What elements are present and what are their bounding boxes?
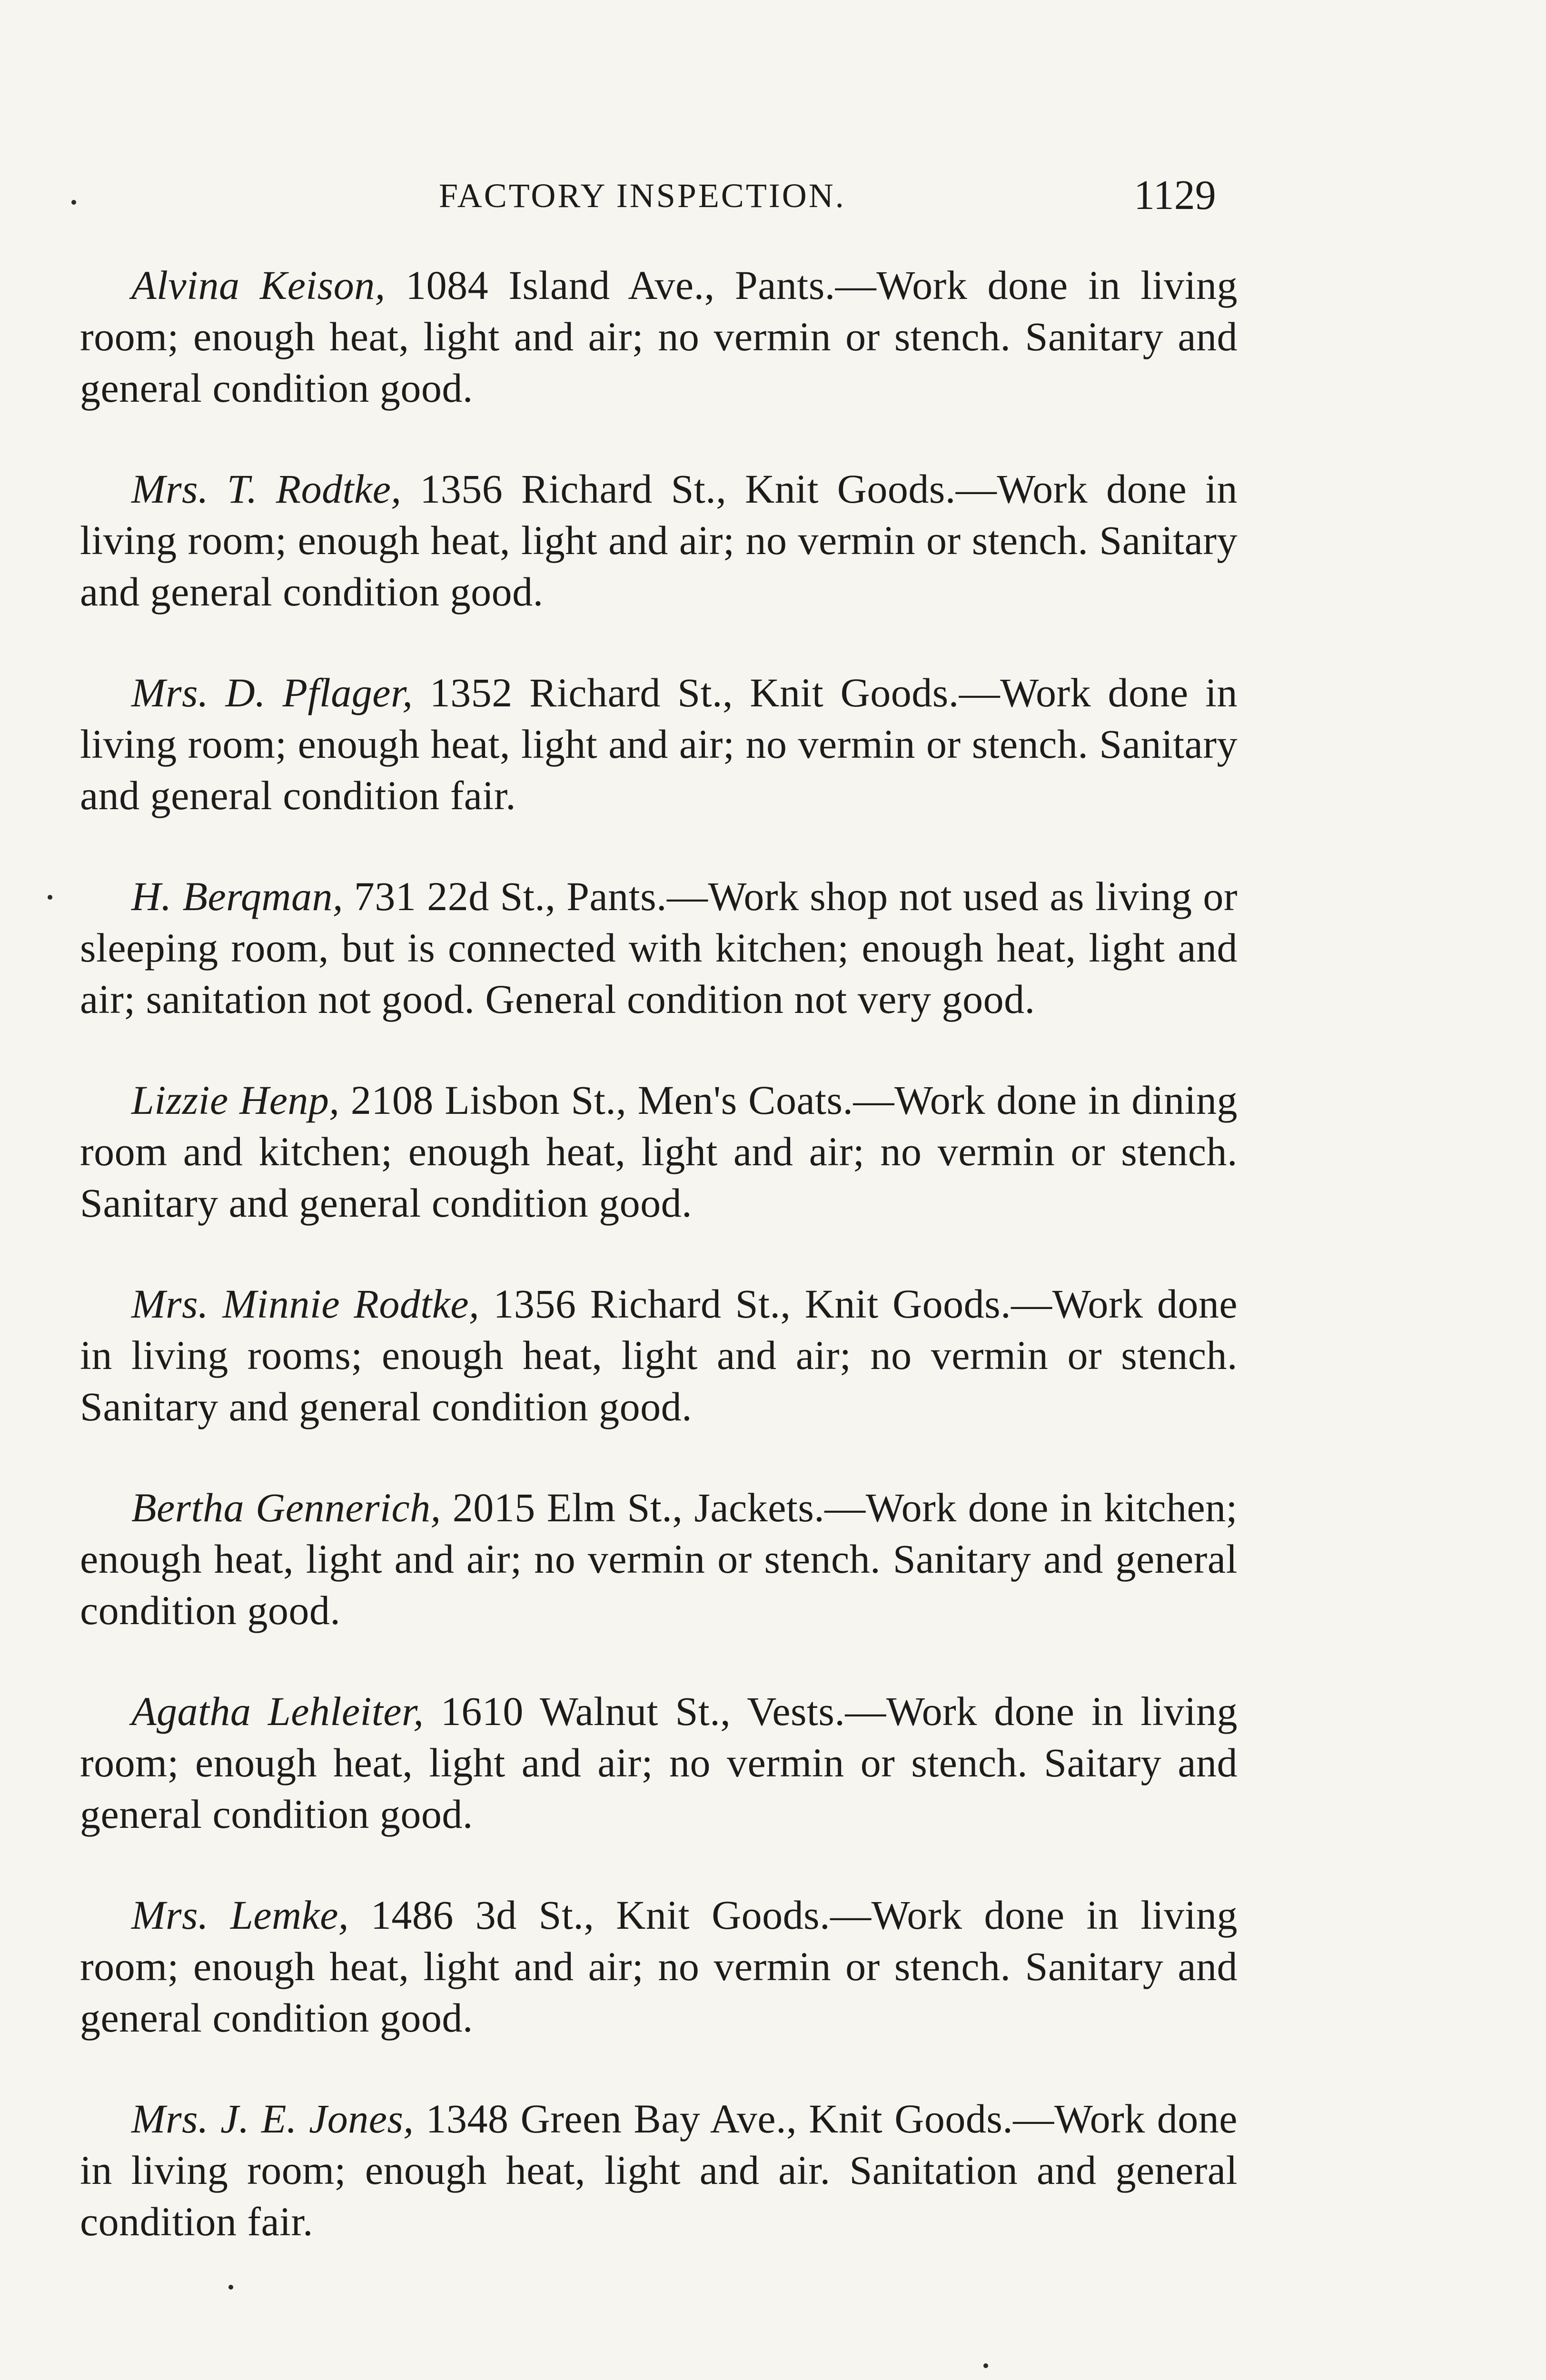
entry-text: 1348 Green Bay Ave., Knit Goods.—Work done in living room; enough heat, light and air. Sanitation and general condition fair.: [80, 2096, 1238, 2244]
entry-text: 2015 Elm St., Jackets.—Work done in kitchen; enough heat, light and air; no vermin or stench. Sanitary and general condition good.: [80, 1485, 1238, 1633]
entry-name: Mrs. J. E. Jones,: [131, 2096, 414, 2142]
entry-name: H. Berqman,: [131, 873, 344, 919]
entry-text: 1084 Island Ave., Pants.—Work done in living room; enough heat, light and air; no vermin or stench. Sanitary and general condition good.: [80, 262, 1238, 411]
entry: [80, 1074, 1238, 1229]
entry-text: 1352 Richard St., Knit Goods.—Work done in living room; enough heat, light and air; no vermin or stench. Sanitary and general condition fair.: [80, 670, 1238, 818]
ink-speck: [71, 200, 76, 205]
entry-name: Mrs. T. Rodtke,: [131, 466, 402, 512]
entry: [80, 1482, 1238, 1636]
entry-text: 1356 Richard St., Knit Goods.—Work done in living rooms; enough heat, light and air; no vermin or stench. Sanitary and general condition good.: [80, 1281, 1238, 1429]
ink-speck: [48, 895, 52, 900]
inspection-entries: [80, 259, 1238, 2297]
entry: [80, 259, 1238, 414]
ink-speck: [228, 2285, 233, 2290]
running-title: FACTORY INSPECTION.: [439, 177, 846, 215]
entry-name: Mrs. Minnie Rodtke,: [131, 1281, 480, 1327]
entry-name: Alvina Keison,: [131, 262, 386, 308]
entry: [80, 1889, 1238, 2043]
entry: [80, 1686, 1238, 1840]
entry-text: 1610 Walnut St., Vests.—Work done in living room; enough heat, light and air; no vermin or stench. Saitary and general condition good.: [80, 1688, 1238, 1837]
page-number: 1129: [1134, 172, 1216, 218]
entry: [80, 1278, 1238, 1432]
entry: [80, 463, 1238, 617]
page-header: [0, 162, 1546, 228]
entry-name: Lizzie Henp,: [131, 1077, 340, 1123]
entry-name: Bertha Gennerich,: [131, 1485, 441, 1530]
entry: [80, 2093, 1238, 2247]
entry-text: 1356 Richard St., Knit Goods.—Work done in living room; enough heat, light and air; no vermin or stench. Sanitary and general condition good.: [80, 466, 1238, 615]
entry-text: 1486 3d St., Knit Goods.—Work done in living room; enough heat, light and air; no vermin or stench. Sanitary and general condition good.: [80, 1892, 1238, 2041]
entry: [80, 871, 1238, 1025]
entry-name: Agatha Lehleiter,: [131, 1688, 424, 1734]
entry: [80, 667, 1238, 821]
entry-name: Mrs. Lemke,: [131, 1892, 349, 1938]
ink-speck: [983, 2363, 988, 2368]
entry-text: 2108 Lisbon St., Men's Coats.—Work done in dining room and kitchen; enough heat, light and air; no vermin or stench. Sanitary and general condition good.: [80, 1077, 1238, 1226]
entry-text: 731 22d St., Pants.—Work shop not used as living or sleeping room, but is connected with kitchen; enough heat, light and air; sanitation not good. General condition not very good.: [80, 873, 1238, 1022]
entry-name: Mrs. D. Pflager,: [131, 670, 413, 715]
